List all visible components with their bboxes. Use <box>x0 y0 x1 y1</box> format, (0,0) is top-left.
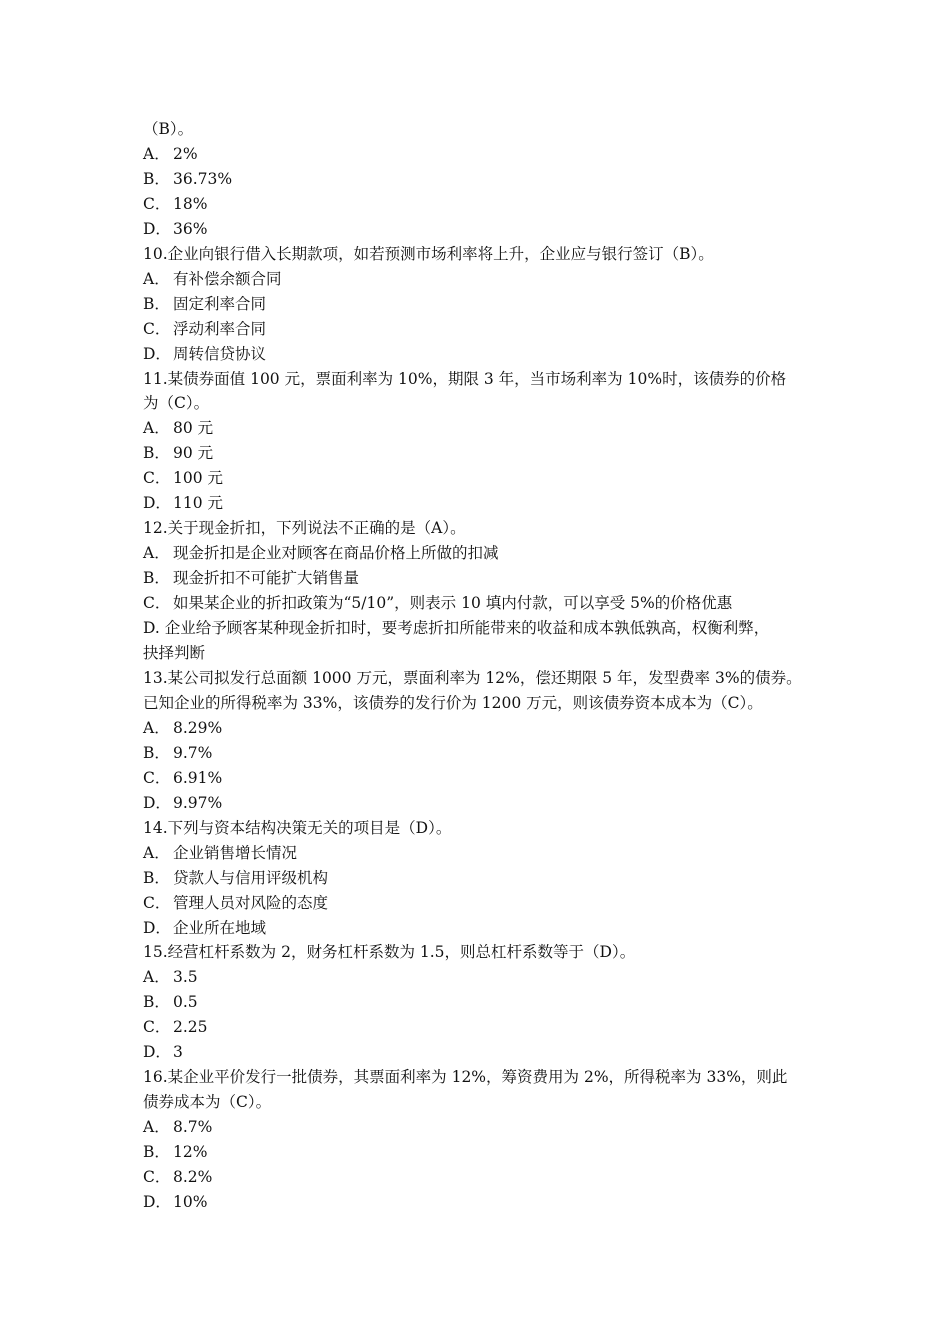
option-text: 有补偿余额合同 <box>173 269 282 288</box>
answer-option <box>143 841 820 866</box>
option-text: 8.29% <box>173 718 223 737</box>
option-key: B． <box>143 868 170 887</box>
option-text: 周转信贷协议 <box>173 344 267 363</box>
answer-option <box>143 916 820 941</box>
option-key: D． <box>143 1043 171 1062</box>
option-key: A． <box>143 144 170 163</box>
option-text: 企业销售增长情况 <box>173 843 298 862</box>
option-text: 0.5 <box>173 993 198 1012</box>
answer-option <box>143 342 820 367</box>
answer-option <box>143 292 820 317</box>
answer-option <box>143 167 820 192</box>
question-text-line: 债券成本为（C）。 <box>143 1093 272 1112</box>
option-text: 10% <box>173 1192 208 1211</box>
answer-option <box>143 965 820 990</box>
option-key: B． <box>143 743 170 762</box>
option-key: A． <box>143 269 170 288</box>
question-text-line: （B）。 <box>143 120 194 138</box>
option-text: 2% <box>173 144 198 163</box>
answer-option <box>143 566 820 591</box>
option-text: 80 元 <box>173 419 214 438</box>
option-key: A． <box>143 968 170 987</box>
answer-option <box>143 1140 820 1165</box>
question-text-line: 14.下列与资本结构决策无关的项目是（D）。 <box>143 818 452 837</box>
question-text-line: 15.经营杠杆系数为 2，财务杠杆系数为 1.5，则总杠杆系数等于（D）。 <box>143 943 636 962</box>
answer-option <box>143 466 820 491</box>
answer-option <box>143 990 820 1015</box>
option-key: D． <box>143 793 171 812</box>
option-text: 贷款人与信用评级机构 <box>173 868 329 887</box>
answer-option <box>143 1115 820 1140</box>
option-text: 36% <box>173 219 208 238</box>
option-text: 企业所在地域 <box>173 918 267 937</box>
option-key: C． <box>143 1168 171 1187</box>
option-text: 8.2% <box>173 1168 213 1187</box>
option-key: A． <box>143 419 170 438</box>
answer-option <box>143 1190 820 1215</box>
option-key: D． <box>143 494 171 513</box>
option-key: B． <box>143 993 170 1012</box>
option-key: A． <box>143 544 170 563</box>
question-text-line: 12.关于现金折扣，下列说法不正确的是（A）。 <box>143 519 466 538</box>
option-key: C． <box>143 469 171 488</box>
option-key: C． <box>143 194 171 213</box>
option-key: C． <box>143 594 171 613</box>
question-text-line: 11.某债券面值 100 元，票面利率为 10%，期限 3 年，当市场利率为 10%时，该债券的价格 <box>143 369 787 388</box>
option-key: A． <box>143 718 170 737</box>
answer-option <box>143 267 820 292</box>
option-text: 12% <box>173 1143 208 1162</box>
option-key: A． <box>143 843 170 862</box>
answer-option <box>143 716 820 741</box>
answer-option <box>143 317 820 342</box>
option-text: 管理人员对风险的态度 <box>173 893 329 912</box>
option-text: 8.7% <box>173 1118 213 1137</box>
answer-option <box>143 866 820 891</box>
answer-option <box>143 1015 820 1040</box>
option-text: 现金折扣是企业对顾客在商品价格上所做的扣减 <box>173 544 499 563</box>
option-text: 固定利率合同 <box>173 294 267 313</box>
answer-option <box>143 192 820 217</box>
answer-option <box>143 791 820 816</box>
option-text: 3.5 <box>173 968 198 987</box>
answer-option <box>143 766 820 791</box>
option-key: C． <box>143 1018 171 1037</box>
option-text: 90 元 <box>173 444 214 463</box>
option-text: 3 <box>173 1043 183 1062</box>
answer-option <box>143 491 820 516</box>
question-text-line: D. 企业给予顾客某种现金折扣时，要考虑折扣所能带来的收益和成本孰低孰高，权衡利弊， <box>143 619 770 638</box>
option-key: D． <box>143 918 171 937</box>
answer-option <box>143 441 820 466</box>
option-text: 9.97% <box>173 793 223 812</box>
option-text: 2.25 <box>173 1018 208 1037</box>
answer-option <box>143 217 820 242</box>
option-text: 现金折扣不可能扩大销售量 <box>173 569 360 588</box>
option-text: 100 元 <box>173 469 224 488</box>
option-key: D． <box>143 1192 171 1211</box>
question-text-line: 已知企业的所得税率为 33%，该债券的发行价为 1200 万元，则该债券资本成本为（C）。 <box>143 693 763 712</box>
answer-option <box>143 541 820 566</box>
option-key: B． <box>143 444 170 463</box>
option-key: A． <box>143 1118 170 1137</box>
answer-option <box>143 416 820 441</box>
option-key: B． <box>143 169 170 188</box>
option-key: C． <box>143 893 171 912</box>
option-key: B． <box>143 569 170 588</box>
option-text: 6.91% <box>173 768 223 787</box>
option-key: C． <box>143 768 171 787</box>
question-text-line: 16.某企业平价发行一批债券，其票面利率为 12%，筹资费用为 2%，所得税率为 33%，则此 <box>143 1068 788 1087</box>
answer-option <box>143 741 820 766</box>
answer-option <box>143 1040 820 1065</box>
question-text-line: 10.企业向银行借入长期款项，如若预测市场利率将上升，企业应与银行签订（B）。 <box>143 244 714 263</box>
option-text: 36.73% <box>173 169 233 188</box>
option-key: B． <box>143 294 170 313</box>
question-text-line: 13.某公司拟发行总面额 1000 万元，票面利率为 12%，偿还期限 5 年，发型费率 3%的债券。 <box>143 668 802 687</box>
answer-option <box>143 142 820 167</box>
option-text: 18% <box>173 194 208 213</box>
option-text: 9.7% <box>173 743 213 762</box>
option-key: D． <box>143 219 171 238</box>
answer-option <box>143 591 820 616</box>
answer-option <box>143 1165 820 1190</box>
option-text: 浮动利率合同 <box>173 319 267 338</box>
answer-option <box>143 891 820 916</box>
option-key: D． <box>143 344 171 363</box>
question-text-line: 抉择判断 <box>143 644 206 663</box>
option-key: B． <box>143 1143 170 1162</box>
question-text-line: 为（C）。 <box>143 394 210 413</box>
option-text: 如果某企业的折扣政策为“5/10”，则表示 10 填内付款，可以享受 5%的价格优惠 <box>173 594 733 613</box>
option-text: 110 元 <box>173 494 224 513</box>
option-key: C． <box>143 319 171 338</box>
